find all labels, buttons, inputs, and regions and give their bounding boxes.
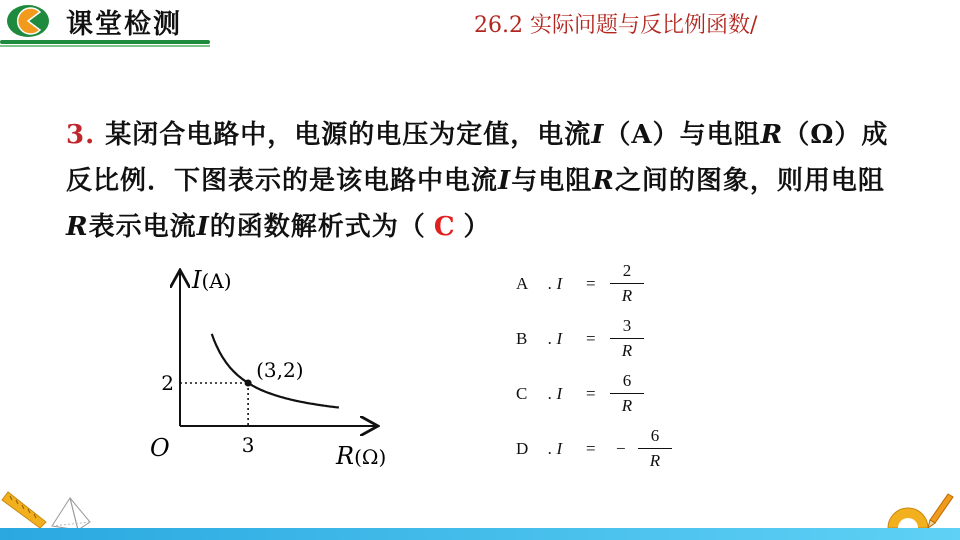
question-text bbox=[66, 112, 906, 250]
var-i: I bbox=[498, 166, 512, 196]
equals-sign: = bbox=[586, 329, 596, 348]
fraction-bar bbox=[610, 393, 644, 394]
denominator: R bbox=[621, 286, 633, 305]
title-underline bbox=[0, 40, 210, 44]
question-part: （A）与电阻 bbox=[604, 120, 761, 150]
question-part: 某闭合电路中，电源的电压为定值，电流 bbox=[95, 120, 592, 150]
numerator: 6 bbox=[650, 426, 660, 445]
fraction bbox=[610, 315, 644, 362]
denominator: R bbox=[621, 396, 633, 415]
numerator: 3 bbox=[622, 316, 632, 335]
answer-options bbox=[510, 258, 710, 478]
numerator: 6 bbox=[622, 371, 632, 390]
question-number: 3. bbox=[66, 120, 96, 150]
equals-sign: = bbox=[586, 274, 596, 293]
var-r: R bbox=[592, 166, 615, 196]
ruler-icon bbox=[0, 488, 48, 528]
x-tick-label: 3 bbox=[241, 433, 255, 457]
fraction-bar bbox=[638, 448, 672, 449]
equals-sign: = bbox=[586, 439, 596, 458]
pyramid-icon bbox=[48, 496, 94, 532]
answer-text: C bbox=[433, 212, 456, 242]
origin-label: O bbox=[150, 434, 170, 462]
fraction-bar bbox=[610, 338, 644, 339]
option-letter: D bbox=[516, 439, 529, 458]
option-var: . I bbox=[548, 384, 563, 403]
marked-point bbox=[245, 380, 252, 387]
denominator: R bbox=[649, 451, 661, 470]
question-part: 之间的图象，则用电阻 bbox=[614, 166, 885, 196]
option-a[interactable] bbox=[510, 258, 710, 308]
y-tick-label: 2 bbox=[161, 371, 174, 395]
fraction bbox=[610, 370, 644, 417]
fraction bbox=[638, 425, 672, 472]
header bbox=[0, 0, 960, 48]
option-c[interactable] bbox=[510, 368, 710, 418]
option-var: . I bbox=[548, 329, 563, 348]
section-title: 26.2 实际问题与反比例函数/ bbox=[474, 13, 758, 38]
fraction-bar bbox=[610, 283, 644, 284]
minus-sign: − bbox=[616, 439, 626, 458]
option-b[interactable] bbox=[510, 313, 710, 363]
inverse-proportion-graph bbox=[140, 258, 410, 476]
title-underline-light bbox=[0, 45, 210, 47]
option-var: . I bbox=[548, 439, 563, 458]
var-i: I bbox=[196, 212, 210, 242]
protractor-pencil-icon bbox=[884, 490, 954, 530]
option-letter: B bbox=[516, 329, 528, 348]
footer-bar bbox=[0, 528, 960, 540]
point-label: (3,2) bbox=[256, 358, 304, 382]
fraction bbox=[610, 260, 644, 307]
var-r: R bbox=[760, 120, 784, 150]
page-title: 课堂检测 bbox=[66, 9, 182, 40]
equals-sign: = bbox=[586, 384, 596, 403]
y-axis-label: I(A) bbox=[192, 266, 232, 294]
numerator: 2 bbox=[622, 261, 632, 280]
question-part: 表示电流 bbox=[88, 212, 197, 242]
var-r: R bbox=[66, 212, 89, 242]
option-var: . I bbox=[548, 274, 563, 293]
question-part: 的函数解析式为（ bbox=[209, 212, 426, 242]
question-part: ） bbox=[463, 212, 491, 242]
option-d[interactable] bbox=[510, 423, 710, 473]
option-letter: A bbox=[516, 274, 529, 293]
question-part: 与电阻 bbox=[511, 166, 593, 196]
var-i: I bbox=[591, 120, 605, 150]
pacman-badge-icon bbox=[4, 4, 52, 38]
x-axis-label: R(Ω) bbox=[336, 442, 387, 470]
denominator: R bbox=[621, 341, 633, 360]
question-part: （Ω）成反比例．下图表示的是该电路中电流 bbox=[66, 120, 889, 196]
option-letter: C bbox=[516, 384, 528, 403]
